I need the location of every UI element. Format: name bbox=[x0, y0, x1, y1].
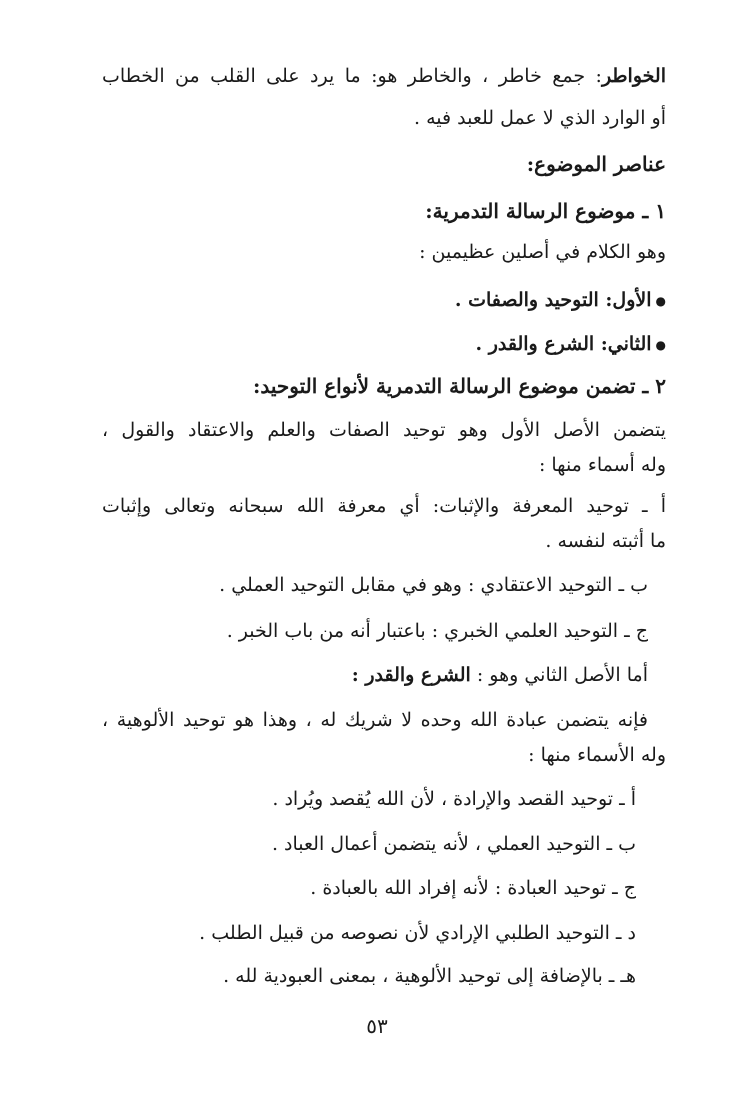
second-principle-prefix: أما الأصل الثاني وهو : bbox=[476, 664, 648, 686]
item-a1-line-1: أ ـ توحيد المعرفة والإثبات: أي معرفة الله سبحانه وتعالى وإثبات bbox=[102, 495, 666, 517]
topic-elements-heading: عناصر الموضوع: bbox=[526, 152, 666, 176]
item-b1: ب ـ التوحيد الاعتقادي : وهو في مقابل التوحيد العملي . bbox=[219, 574, 648, 596]
intro-two-principles: وهو الكلام في أصلين عظيمين : bbox=[419, 241, 666, 263]
paragraph-2-line-1: فإنه يتضمن عبادة الله وحده لا شريك له ، وهذا هو توحيد الألوهية ، bbox=[102, 709, 648, 731]
section-heading-1: ١ ـ موضوع الرسالة التدمرية: bbox=[425, 199, 666, 223]
item-c1: ج ـ التوحيد العلمي الخبري : باعتبار أنه من باب الخبر . bbox=[226, 620, 648, 642]
item-c2: ج ـ توحيد العبادة : لأنه إفراد الله بالعبادة . bbox=[310, 877, 636, 899]
khawatir-definition-text: : جمع خاطر ، والخاطر هو: ما يرد على القلب من الخطاب bbox=[102, 65, 602, 87]
item-d2: د ـ التوحيد الطلبي الإرادي لأن نصوصه من قبيل الطلب . bbox=[199, 922, 636, 944]
item-a2: أ ـ توحيد القصد والإرادة ، لأن الله يُقصد ويُراد . bbox=[272, 788, 636, 810]
item-b2: ب ـ التوحيد العملي ، لأنه يتضمن أعمال العباد . bbox=[271, 833, 636, 855]
section-heading-2: ٢ ـ تضمن موضوع الرسالة التدمرية لأنواع التوحيد: bbox=[252, 374, 666, 398]
paragraph-1-line-2: وله أسماء منها : bbox=[538, 454, 666, 476]
page-number: ٥٣ bbox=[366, 1014, 388, 1038]
khawatir-term: الخواطر bbox=[601, 65, 666, 87]
paragraph-1-line-1: يتضمن الأصل الأول وهو توحيد الصفات والعلم والاعتقاد والقول ، bbox=[102, 419, 666, 441]
paragraph-2-line-2: وله الأسماء منها : bbox=[528, 744, 666, 766]
second-principle-line bbox=[352, 661, 648, 689]
second-principle-bold: الشرع والقدر : bbox=[351, 664, 471, 686]
item-h2: هـ ـ بالإضافة إلى توحيد الألوهية ، بمعنى العبودية لله . bbox=[223, 965, 636, 987]
second-principle-label: الثاني: bbox=[600, 333, 652, 355]
khawatir-definition-line-1 bbox=[102, 62, 666, 90]
bullet-second-principle bbox=[475, 330, 666, 359]
khawatir-definition-line-2: أو الوارد الذي لا عمل للعبد فيه . bbox=[414, 107, 666, 129]
first-principle-value: التوحيد والصفات . bbox=[454, 289, 599, 311]
first-principle-label: الأول: bbox=[605, 289, 652, 311]
second-principle-value: الشرع والقدر . bbox=[475, 333, 595, 355]
item-a1-line-2: ما أثبته لنفسه . bbox=[545, 530, 666, 552]
bullet-first-principle bbox=[455, 286, 666, 315]
